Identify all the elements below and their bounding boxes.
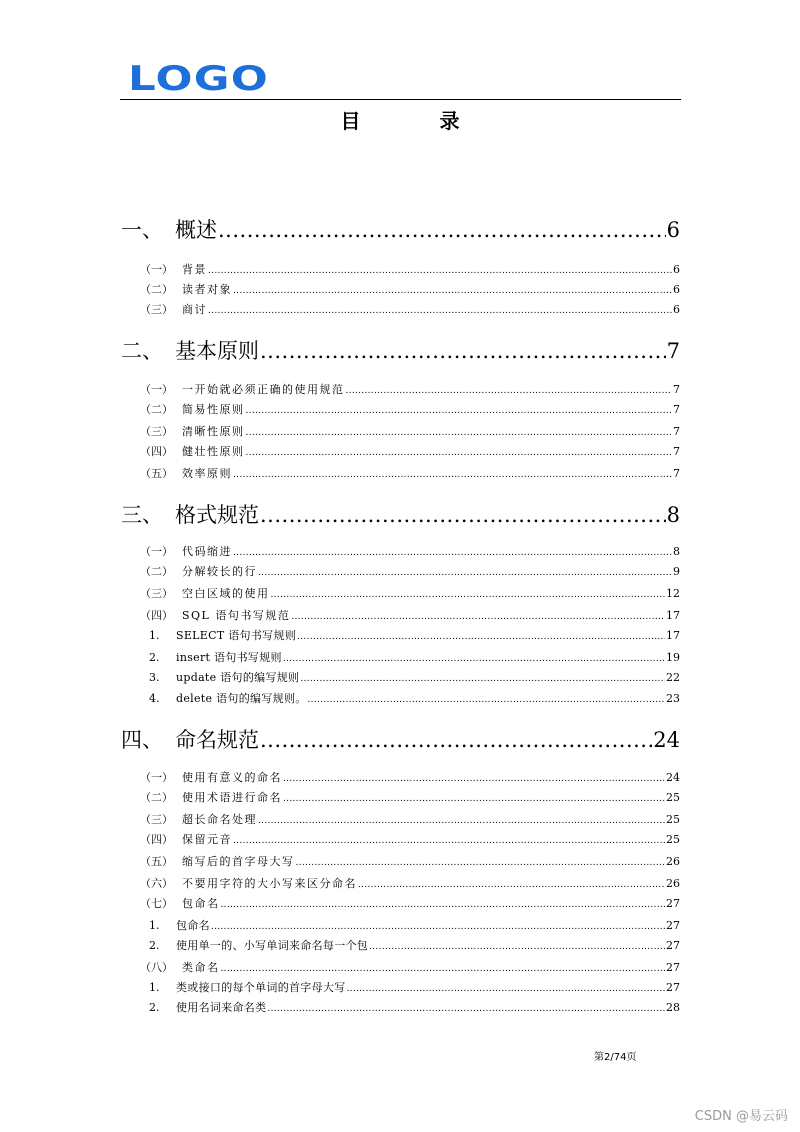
toc-entry-page: 6 [666,218,680,242]
toc-entry-page: 25 [666,791,680,804]
toc-entry-number: （一） [140,263,173,276]
toc-entry-level3[interactable] [149,650,680,666]
toc-entry-number: （六） [140,877,173,890]
toc-entry-level2[interactable] [140,960,680,976]
toc-entry-page: 8 [673,545,680,558]
toc-entry-title: 背景 [182,263,207,276]
toc-entry-number: 2. [149,939,160,952]
toc-entry-page: 23 [666,692,680,705]
toc-entry-level3[interactable] [149,628,680,644]
toc-entry-number: 2. [149,1001,160,1014]
toc-leader-dots [308,692,665,708]
toc-entry-level2[interactable] [140,586,680,602]
toc-entry-level2[interactable] [140,262,680,278]
logo: LOGO [128,59,270,99]
toc-entry-title: 分解较长的行 [182,565,257,578]
toc-leader-dots [218,217,666,243]
toc-entry-number: （三） [140,303,173,316]
toc-entry-title: 包命名 [182,897,220,910]
toc-entry-title: 使用有意义的命名 [182,771,282,784]
toc-entry-level1[interactable] [121,217,680,243]
toc-entry-page: 8 [666,503,680,527]
toc-leader-dots [221,961,666,977]
toc-leader-dots [246,425,673,441]
toc-entry-level2[interactable] [140,544,680,560]
toc-entry-number: 一、 [121,218,163,242]
toc-title: 目 录 [340,109,496,133]
toc-entry-page: 17 [666,629,680,642]
toc-leader-dots [211,919,665,935]
toc-entry-number: 3. [149,671,160,684]
toc-entry-page: 26 [666,855,680,868]
toc-entry-title: 格式规范 [175,503,259,527]
toc-entry-page: 6 [673,263,680,276]
toc-entry-title: 使用术语进行命名 [182,791,282,804]
toc-entry-level2[interactable] [140,832,680,848]
toc-entry-page: 25 [666,813,680,826]
toc-entry-page: 25 [666,833,680,846]
toc-entry-level2[interactable] [140,424,680,440]
toc-entry-number: 1. [149,629,160,642]
toc-entry-page: 27 [666,961,680,974]
toc-leader-dots [258,813,665,829]
toc-entry-level2[interactable] [140,564,680,580]
toc-entry-title: 使用名词来命名类 [176,1001,267,1014]
toc-entry-level2[interactable] [140,282,680,298]
toc-leader-dots [208,303,672,319]
toc-entry-page: 6 [673,303,680,316]
toc-entry-page: 27 [666,897,680,910]
toc-entry-title: 清晰性原则 [182,425,245,438]
toc-entry-number: （二） [140,565,173,578]
toc-entry-title: 类或接口的每个单词的首字母大写 [176,981,346,994]
toc-entry-level2[interactable] [140,302,680,318]
toc-entry-number: （四） [140,833,173,846]
toc-entry-title: 简易性原则 [182,403,245,416]
toc-entry-number: （一） [140,545,173,558]
toc-entry-title: 缩写后的首字母大写 [182,855,295,868]
toc-entry-page: 26 [666,877,680,890]
toc-leader-dots [260,502,666,528]
toc-entry-title: delete 语句的编写规则。 [176,692,307,705]
toc-entry-page: 19 [666,651,680,664]
toc-leader-dots [233,467,672,483]
toc-entry-title: SELECT 语句书写规则 [176,629,297,642]
toc-entry-level3[interactable] [149,918,680,934]
toc-entry-number: （三） [140,425,173,438]
toc-leader-dots [221,897,666,913]
toc-entry-level1[interactable] [121,338,680,364]
toc-entry-page: 28 [666,1001,680,1014]
toc-entry-level2[interactable] [140,896,680,912]
toc-leader-dots [300,671,665,687]
toc-entry-level2[interactable] [140,382,680,398]
toc-leader-dots [233,545,672,561]
toc-leader-dots [297,629,665,645]
toc-entry-number: 三、 [121,503,163,527]
toc-entry-title: 一开始就必须正确的使用规范 [182,383,345,396]
toc-entry-number: （四） [140,609,173,622]
toc-entry-level2[interactable] [140,876,680,892]
toc-entry-title: 包命名 [176,919,210,932]
toc-entry-level2[interactable] [140,770,680,786]
toc-entry-number: 四、 [121,728,163,752]
toc-entry-number: （一） [140,771,173,784]
toc-entry-number: 1. [149,981,160,994]
toc-leader-dots [260,727,652,753]
toc-entry-title: update 语句的编写规则 [176,671,300,684]
toc-leader-dots [296,855,666,871]
toc-entry-page: 7 [673,445,680,458]
toc-leader-dots [260,338,666,364]
toc-entry-number: （二） [140,403,173,416]
toc-entry-page: 24 [666,771,680,784]
toc-entry-page: 7 [673,383,680,396]
toc-entry-level2[interactable] [140,608,680,624]
toc-entry-level2[interactable] [140,466,680,482]
toc-entry-title: 使用单一的、小写单词来命名每一个包 [176,939,369,952]
toc-entry-title: 商讨 [182,303,207,316]
toc-leader-dots [346,383,673,399]
toc-leader-dots [258,565,672,581]
toc-leader-dots [246,445,673,461]
toc-entry-title: 效率原则 [182,467,232,480]
toc-entry-page: 27 [666,919,680,932]
toc-entry-page: 7 [673,403,680,416]
toc-entry-page: 9 [673,565,680,578]
toc-entry-level2[interactable] [140,444,680,460]
toc-entry-title: 保留元音 [182,833,232,846]
toc-entry-page: 7 [673,467,680,480]
toc-entry-level2[interactable] [140,402,680,418]
toc-entry-level3[interactable] [149,691,680,707]
toc-entry-level1[interactable] [121,502,680,528]
toc-entry-title: insert 语句书写规则 [176,651,282,664]
toc-entry-title: 代码缩进 [182,545,232,558]
toc-entry-title: 超长命名处理 [182,813,257,826]
toc-entry-number: （二） [140,791,173,804]
toc-leader-dots [358,877,665,893]
toc-entry-number: （五） [140,467,173,480]
toc-leader-dots [267,1001,665,1017]
toc-entry-title: 空白区域的使用 [182,587,270,600]
toc-leader-dots [233,833,665,849]
toc-entry-number: 2. [149,651,160,664]
toc-leader-dots [246,403,673,419]
toc-entry-number: （一） [140,383,173,396]
toc-entry-level3[interactable] [149,670,680,686]
toc-entry-page: 22 [666,671,680,684]
toc-leader-dots [208,263,672,279]
toc-entry-page: 27 [666,981,680,994]
toc-entry-number: （五） [140,855,173,868]
toc-entry-number: 二、 [121,339,163,363]
toc-entry-page: 6 [673,283,680,296]
page-number: 第2/74页 [594,1052,637,1063]
toc-entry-title: 命名规范 [175,728,259,752]
toc-entry-level3[interactable] [149,1000,680,1016]
toc-leader-dots [369,939,665,955]
toc-entry-title: 类命名 [182,961,220,974]
toc-entry-number: （二） [140,283,173,296]
watermark: CSDN @易云码 [694,1109,788,1124]
toc-entry-page: 7 [666,339,680,363]
toc-entry-title: 不要用字符的大小写来区分命名 [182,877,357,890]
toc-leader-dots [291,609,665,625]
toc-entry-level3[interactable] [149,980,680,996]
toc-leader-dots [283,791,665,807]
toc-entry-level2[interactable] [140,790,680,806]
toc-entry-number: （七） [140,897,173,910]
header-rule [120,99,681,100]
toc-entry-title: 概述 [175,218,217,242]
toc-entry-title: 基本原则 [175,339,259,363]
toc-entry-page: 24 [653,728,680,752]
toc-leader-dots [283,651,665,667]
toc-leader-dots [271,587,666,603]
toc-entry-level1[interactable] [121,727,680,753]
toc-entry-title: 读者对象 [182,283,232,296]
toc-leader-dots [347,981,666,997]
toc-entry-page: 27 [666,939,680,952]
toc-entry-title: 健壮性原则 [182,445,245,458]
toc-entry-number: 1. [149,919,160,932]
toc-entry-level2[interactable] [140,854,680,870]
toc-entry-number: （三） [140,587,173,600]
toc-entry-page: 7 [673,425,680,438]
toc-entry-level3[interactable] [149,938,680,954]
toc-entry-page: 12 [666,587,680,600]
toc-entry-number: （三） [140,813,173,826]
toc-entry-title: SQL 语句书写规范 [182,609,291,622]
toc-entry-number: （八） [140,961,173,974]
toc-entry-number: （四） [140,445,173,458]
toc-entry-number: 4. [149,692,160,705]
toc-entry-level2[interactable] [140,812,680,828]
toc-leader-dots [233,283,672,299]
toc-leader-dots [283,771,665,787]
toc-entry-page: 17 [666,609,680,622]
